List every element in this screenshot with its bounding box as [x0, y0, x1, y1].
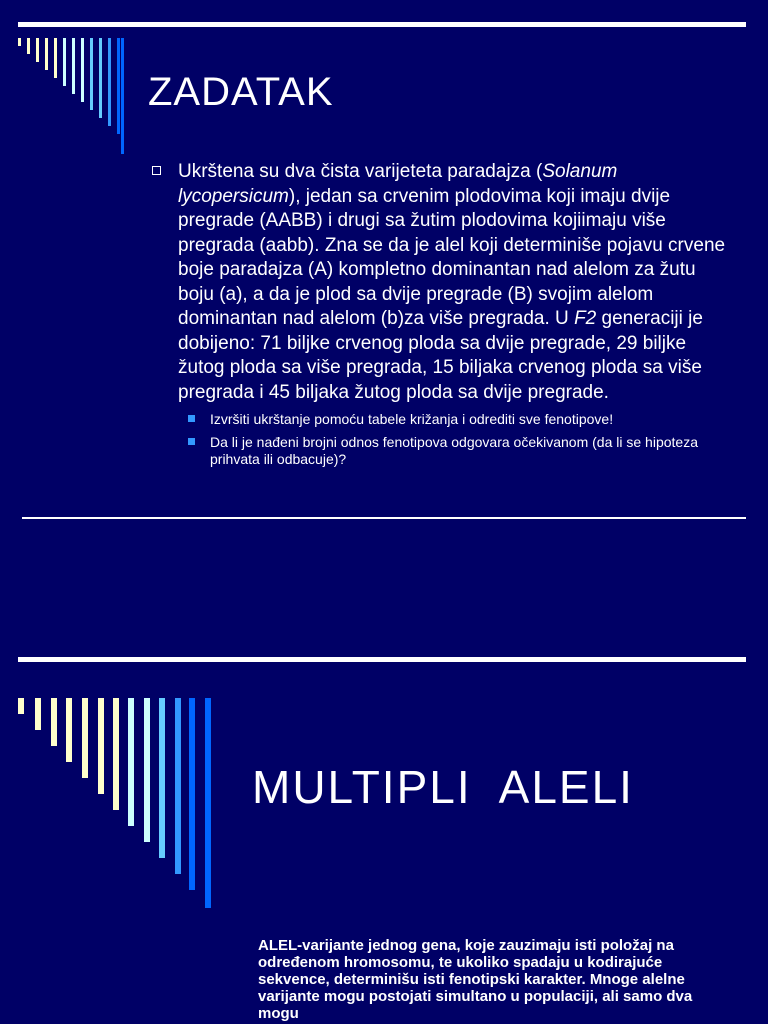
sub-bullet-text: Izvršiti ukrštanje pomoću tabele križanja i odrediti sve fenotipove!	[210, 411, 614, 427]
sub-bullet-item	[188, 434, 730, 468]
main-bullet-item	[150, 160, 730, 405]
slide1-bar	[54, 38, 57, 78]
slide1-bar	[18, 38, 21, 46]
square-bullet-icon	[188, 438, 195, 445]
slide1-bar	[99, 38, 102, 118]
slide1-bar	[63, 38, 66, 86]
species-name: Solanum lycopersicum	[178, 161, 618, 207]
slide2-bar	[98, 698, 104, 794]
slide2-bar	[66, 698, 72, 762]
sub-bullet-item	[188, 411, 730, 428]
slide2-bar	[128, 698, 134, 826]
slide2-bar	[82, 698, 88, 778]
hollow-square-bullet-icon	[152, 166, 161, 175]
slide-divider-line	[22, 517, 746, 519]
paragraph-text: generaciji je dobijeno: 71 biljke crvenog ploda sa dvije pregrade, 29 biljke žutog ploda sa više pregrada, 15 biljaka crvenog ploda sa više pregrada i 45 biljaka žutog ploda sa dvije pregrade.	[178, 308, 703, 403]
slide1-bar	[36, 38, 39, 62]
slide2-bar	[175, 698, 181, 874]
slide2-bar	[51, 698, 57, 746]
slide1-bar	[90, 38, 93, 110]
slide2-bar	[18, 698, 24, 714]
slide2-top-rule	[18, 657, 746, 662]
slide2-paragraph: ALEL-varijante jednog gena, koje zauzimaju isti položaj na određenom hromosomu, te ukoliko spadaju u kodirajuće sekvence, determinišu isti fenotipski karakter. Mnoge alelne varijante mogu postojati simultano u populaciji, ali samo dva mogu	[258, 937, 693, 1022]
generation-label: F2	[574, 308, 597, 329]
slide2-bar	[113, 698, 119, 810]
slide1-bar	[108, 38, 111, 126]
square-bullet-icon	[188, 415, 195, 422]
slide1-bar	[72, 38, 75, 94]
slide2-bar	[189, 698, 195, 890]
slide1-body	[150, 160, 730, 474]
slide1-bar	[27, 38, 30, 54]
slide1-bar	[81, 38, 84, 102]
slide2-decorative-bars	[0, 690, 220, 950]
slide1-title: ZADATAK	[148, 70, 334, 114]
paragraph-text: ), jedan sa crvenim plodovima koji imaju dvije pregrade (AABB) i drugi sa žutim plodovima kojiimaju više pregrada (aabb). Zna se da je alel koji determiniše pojavu crvene boje paradajza (A) kompletno dominantan nad alelom za žutu boju (a), a da je plod sa dvije pregrade (B) svojim alelom dominantan nad alelom (b)za više pregrada. U	[178, 185, 726, 329]
slide1-bar	[45, 38, 48, 70]
slide2-title: MULTIPLI ALELI	[252, 761, 634, 813]
slide1-bar	[121, 38, 124, 154]
slide2-bar	[35, 698, 41, 730]
sub-bullet-list	[150, 411, 730, 468]
slide2-bar	[205, 698, 211, 908]
sub-bullet-text: Da li je nađeni brojni odnos fenotipova odgovara očekivanom (da li se hipoteza prihvata ili odbacuje)?	[210, 434, 698, 467]
slide2-bar	[159, 698, 165, 858]
slide1-bar	[117, 38, 120, 134]
slide2-bar	[144, 698, 150, 842]
paragraph-text: Ukrštena su dva čista varijeteta paradajza (	[178, 161, 543, 182]
